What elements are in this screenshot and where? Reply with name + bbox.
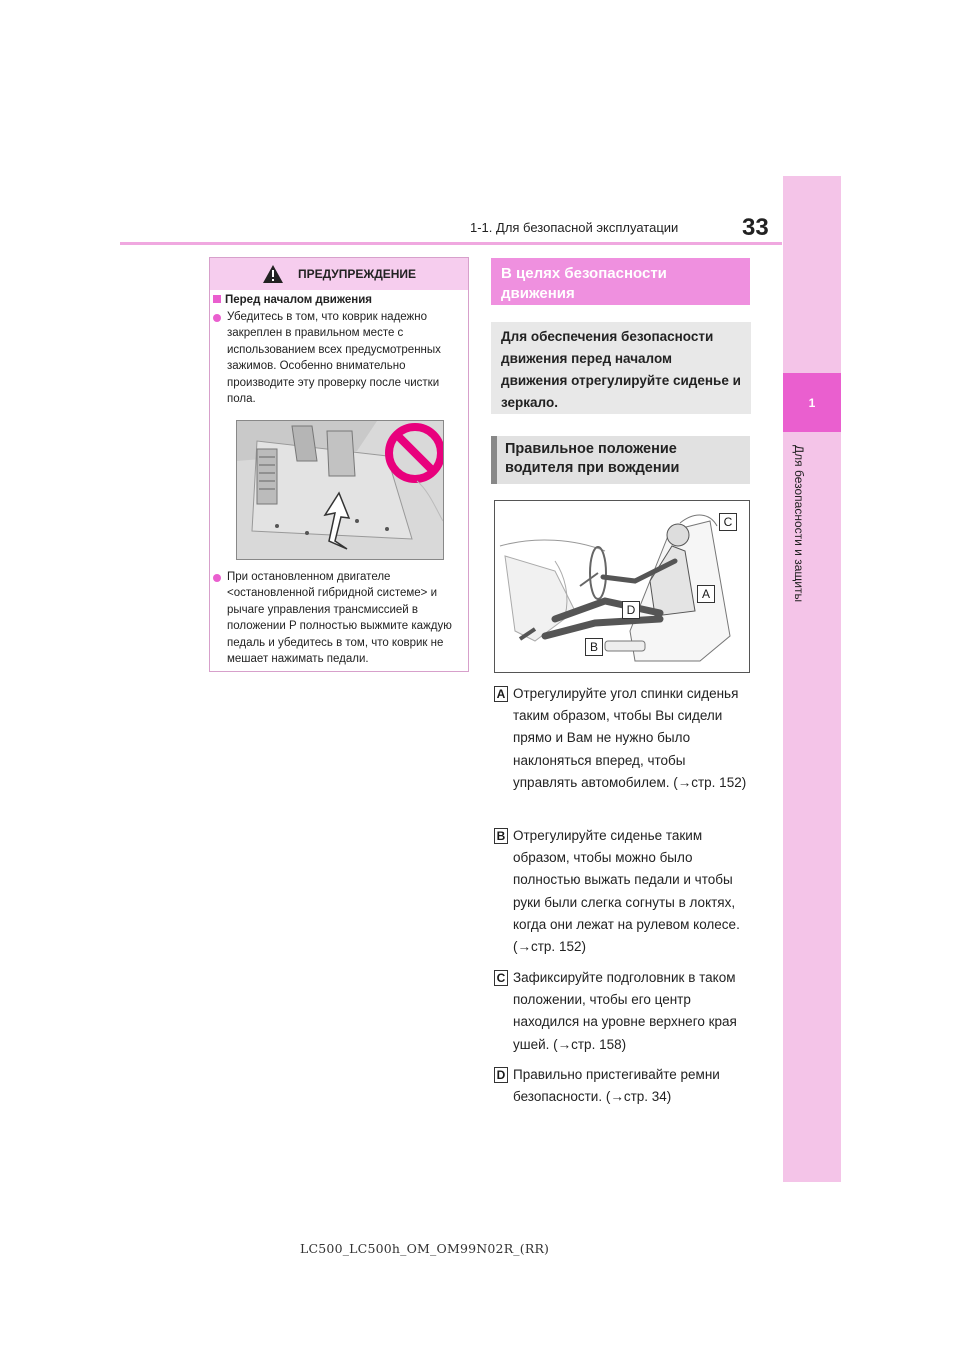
diagram-label-c: C [719,513,737,531]
item-text-c: Зафиксируйте подголовник в таком положении, чтобы его центр находился на уровне верхнего края ушей. (→стр. 158) [513,970,737,1052]
chapter-title-vertical: Для безопасности и защиты [792,445,806,603]
floor-mat-illustration [236,420,444,560]
safety-heading: В целях безопасности движения [491,258,750,305]
item-label-c: C [494,970,508,986]
diagram-label-b: B [585,638,603,656]
warning-bullet-2: При остановленном двигателе <остановленной гибридной системе> и рычаге управления трансмиссией в положении P полностью выжмите каждую педаль и убедитесь в том, что коврик не мешает нажимать педали. [227,571,452,666]
item-label-a: A [494,686,508,702]
chapter-side-strip [783,176,841,1182]
warning-title: ПРЕДУПРЕЖДЕНИЕ [297,267,417,281]
document-code-footer: LC500_LC500h_OM_OM99N02R_(RR) [300,1241,550,1256]
item-text-d: Правильно пристегивайте ремни безопасности. (→стр. 34) [513,1067,720,1105]
driver-position-heading: Правильное положение водителя при вождении [491,436,750,484]
warning-subheading: Перед началом движения [225,294,372,306]
circle-bullet-icon [213,574,221,582]
item-text-b: Отрегулируйте сиденье таким образом, чтобы можно было полностью выжать педали и чтобы руки были слегка согнуты в локтях, когда они лежат на рулевом колесе. (→стр. 152) [513,828,740,955]
warning-bullet-1: Убедитесь в том, что коврик надежно закреплен в правильном месте с использованием всех предусмотренных зажимов. Особенно внимательно производите эту проверку после чистки пола. [227,311,441,406]
warning-header [210,258,468,290]
item-label-d: D [494,1067,508,1083]
item-label-b: B [494,828,508,844]
chapter-number-tab[interactable]: 1 [783,373,841,432]
diagram-label-d: D [622,601,640,619]
header-rule [120,242,782,245]
page-number: 33 [742,214,769,241]
diagram-label-a: A [697,585,715,603]
safety-intro: Для обеспечения безопасности движения перед началом движения отрегулируйте сиденье и зеркало. [491,322,751,414]
warning-triangle-icon [262,264,284,284]
warning-subheading-row [213,292,463,308]
circle-bullet-icon [213,314,221,322]
section-title: 1-1. Для безопасной эксплуатации [470,220,679,235]
driver-position-diagram [494,500,750,673]
item-text-a: Отрегулируйте угол спинки сиденья таким образом, чтобы Вы сидели прямо и Вам не нужно было наклоняться вперед, чтобы управлять автомобилем. (→стр. 152) [513,686,747,790]
square-bullet-icon [213,295,221,303]
floor-mat-drawing [237,421,443,559]
